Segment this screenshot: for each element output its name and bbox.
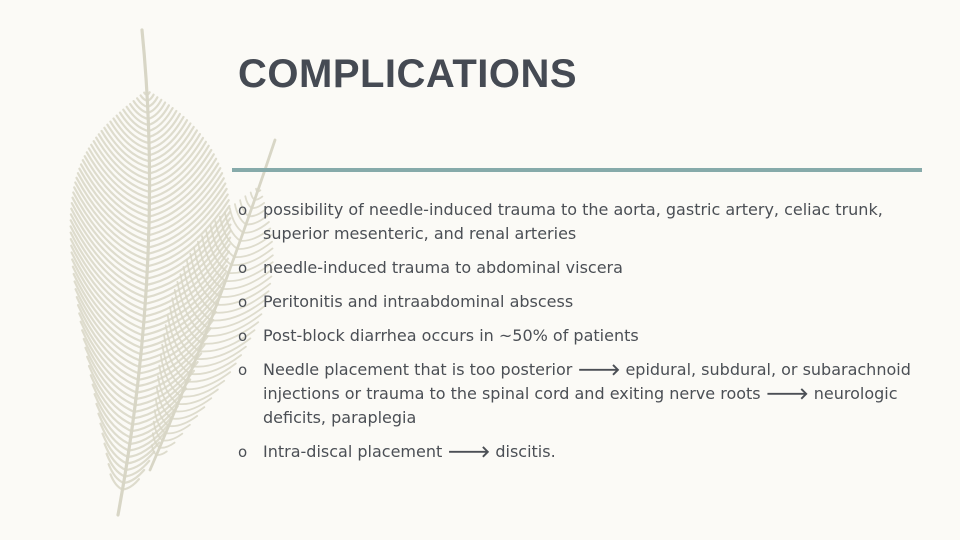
bullet-text: discitis. [495,442,556,461]
bullet-item [238,198,918,246]
bullet-item [238,290,918,314]
bullet-marker: o [238,259,248,277]
bullet-marker: o [238,443,248,461]
arrow-right-icon: 🡒 [765,384,809,403]
bullet-text: Intra-discal placement [263,442,443,461]
bullet-marker: o [238,201,248,219]
bullet-text: epidural, subdural, or subarachnoid injections or trauma to the spinal cord and exiting nerve roots [263,360,911,403]
arrow-right-icon: 🡒 [447,442,491,461]
slide-title: COMPLICATIONS [238,52,578,96]
arrow-right-icon: 🡒 [577,360,621,379]
bullet-text: neurologic deficits, paraplegia [263,384,898,427]
bullet-marker: o [238,293,248,311]
bullet-marker: o [238,361,248,379]
bullet-list [238,198,918,474]
bullet-text: Post-block diarrhea occurs in ~50% of patients [263,326,639,345]
bullet-item [238,440,918,464]
bullet-text: needle-induced trauma to abdominal viscera [263,258,623,277]
bullet-text: possibility of needle-induced trauma to the aorta, gastric artery, celiac trunk, superior mesenteric, and renal arteries [263,200,883,243]
bullet-item [238,256,918,280]
bullet-item [238,324,918,348]
bullet-item [238,358,918,430]
bullet-text: Needle placement that is too posterior [263,360,573,379]
bullet-marker: o [238,327,248,345]
title-divider [232,168,922,172]
bullet-text: Peritonitis and intraabdominal abscess [263,292,574,311]
